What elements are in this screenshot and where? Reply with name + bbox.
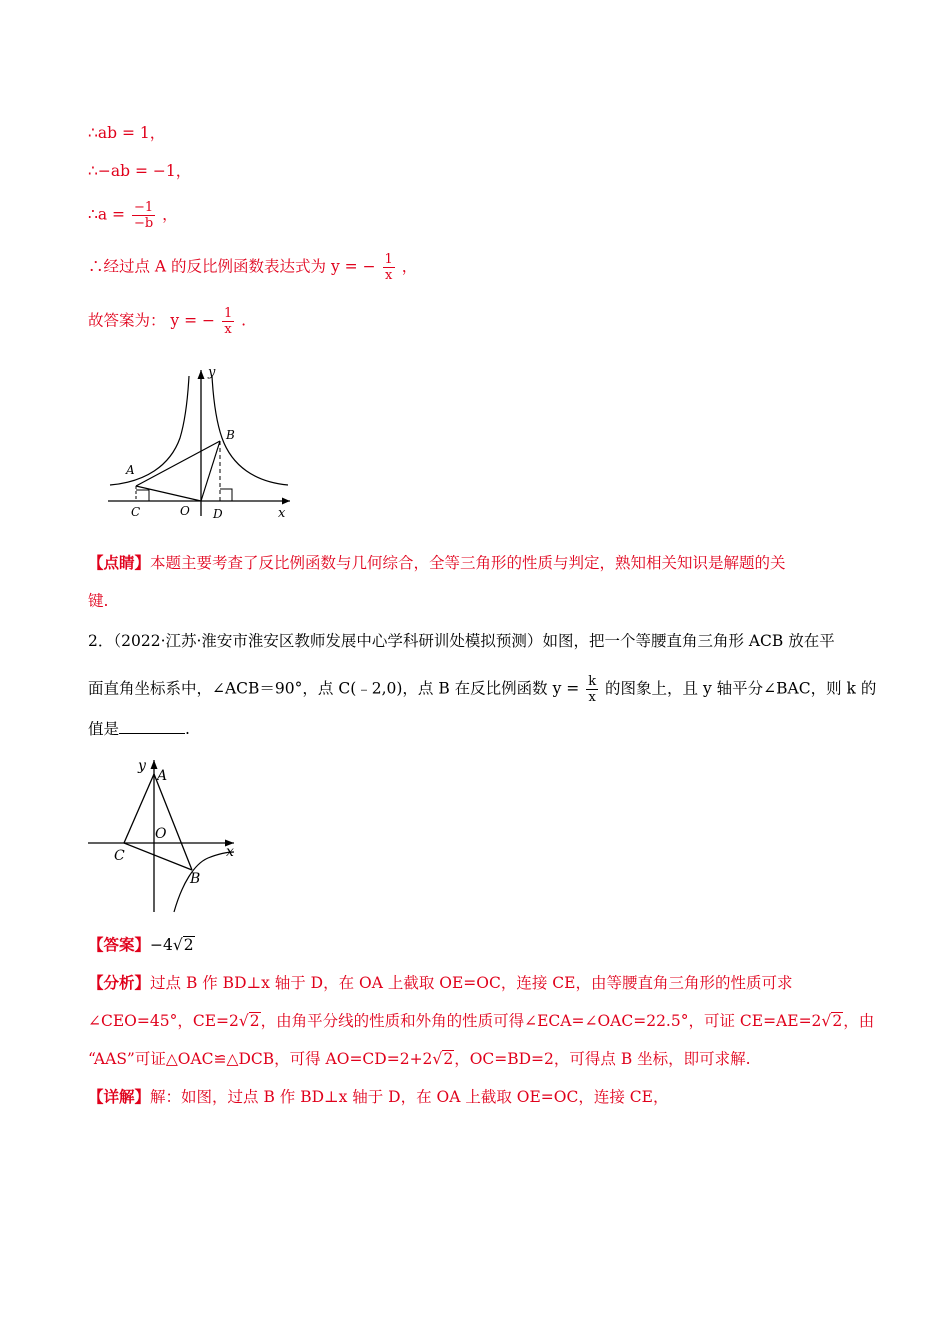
segment-CB (124, 843, 192, 870)
derivation-line-4 (88, 252, 417, 283)
derivation-line-4-suffix: ， (401, 257, 418, 276)
problem-fraction-k-over-x (586, 674, 598, 705)
fraction-numerator: 1 (223, 306, 233, 321)
segment-AO (136, 486, 201, 501)
answer-line-1 (88, 306, 246, 337)
figure-1-hyperbola-diagram (100, 358, 300, 524)
fraction-numerator: 1 (384, 252, 393, 267)
hyperbola-left-branch (110, 376, 189, 485)
label-O: O (180, 504, 190, 518)
hyperbola-right-branch (212, 376, 288, 485)
derivation-line-4-fraction (383, 252, 395, 283)
analysis-text-2a: ∠CEO=45°，CE=2 (88, 1012, 239, 1030)
analysis-radicand-1: 2 (249, 1012, 260, 1030)
label-C: C (114, 848, 125, 864)
problem-2-line-3 (88, 718, 190, 740)
problem-number: 2． (88, 632, 114, 650)
analysis-text-3a: “AAS”可证△OAC≌△DCB，可得 AO=CD=2+2 (88, 1050, 433, 1068)
fraction-denominator: x (384, 268, 393, 283)
segment-AB (154, 774, 192, 870)
label-O: O (155, 826, 167, 842)
label-x: x (226, 844, 234, 860)
problem-2-line-2 (88, 674, 876, 705)
hyperbola-branch (174, 852, 234, 912)
problem-text-3-end: . (185, 720, 190, 738)
analysis-text-1: 过点 B 作 BD⊥x 轴于 D，在 OA 上截取 OE=OC，连接 CE，由等腰直角三角形的性质可求 (150, 974, 793, 992)
label-x: x (278, 506, 286, 521)
right-angle-mark-D (220, 489, 232, 501)
y-axis-arrow (198, 370, 205, 379)
answer-blank[interactable] (119, 719, 185, 734)
answer-line-1-suffix: . (241, 311, 247, 330)
problem-text-2a: 面直角坐标系中，∠ACB＝90°，点 C(﹣2,0)，点 B 在反比例函数 y = (88, 679, 580, 698)
analysis-radicand-3: 2 (443, 1050, 454, 1068)
label-A: A (126, 463, 135, 477)
analysis-line-1 (88, 972, 792, 994)
comment-text-1: 本题主要考查了反比例函数与几何综合，全等三角形的性质与判定，熟知相关知识是解题的关 (150, 554, 786, 572)
fraction-denominator: x (224, 322, 232, 337)
derivation-line-3-fraction (132, 200, 155, 231)
answer-value: −4√2 (150, 936, 194, 954)
x-axis-arrow (282, 498, 290, 505)
derivation-line-3 (88, 200, 178, 231)
fraction-denominator: −b (133, 216, 154, 231)
segment-CA (124, 774, 154, 843)
label-B: B (190, 871, 201, 887)
comment-tag: 【点睛】 (88, 553, 151, 572)
answer-line-1-text: 故答案为： y = − (88, 311, 216, 330)
problem-source: （2022·江苏·淮安市淮安区教师发展中心学科研训处模拟预测） (113, 632, 543, 650)
problem-text-3: 值是 (88, 720, 120, 738)
answer-radicand: 2 (183, 936, 194, 954)
analysis-line-3: “AAS”可证△OAC≌△DCB，可得 AO=CD=2+2√2，OC=BD=2，可得点 B 坐标，即可求解. (88, 1050, 751, 1068)
answer-line-1-fraction (222, 306, 234, 337)
derivation-line-1: ∴ab = 1， (88, 124, 166, 142)
analysis-line-2: ∠CEO=45°，CE=2√2，由角平分线的性质和外角的性质可得∠ECA=∠OAC=22.5°，可证 CE=AE=2√2，由 (88, 1012, 875, 1030)
detail-line-1 (88, 1086, 668, 1108)
fraction-numerator: k (588, 674, 597, 689)
derivation-line-4-text: ∴经过点 A 的反比例函数表达式为 y = − (88, 257, 376, 276)
label-y: y (138, 758, 146, 774)
figure-2-triangle-diagram (84, 754, 244, 916)
derivation-line-3-prefix: ∴a = (88, 205, 126, 224)
detail-text: 解：如图，过点 B 作 BD⊥x 轴于 D，在 OA 上截取 OE=OC，连接 CE， (150, 1088, 669, 1106)
label-B: B (226, 428, 235, 442)
answer-tag: 【答案】 (88, 935, 151, 954)
answer-line (88, 934, 195, 956)
analysis-text-3b: ，OC=BD=2，可得点 B 坐标，即可求解. (454, 1050, 751, 1068)
detail-tag: 【详解】 (88, 1087, 151, 1106)
label-y: y (208, 365, 216, 380)
analysis-tag: 【分析】 (88, 973, 151, 992)
problem-text-1: 如图，把一个等腰直角三角形 ACB 放在平 (542, 632, 835, 650)
analysis-text-2b: ，由角平分线的性质和外角的性质可得∠ECA=∠OAC=22.5°，可证 CE=AE=2 (260, 1012, 822, 1030)
label-C: C (131, 505, 141, 519)
problem-text-2b: 的图象上，且 y 轴平分∠BAC，则 k 的 (605, 679, 877, 698)
label-A: A (157, 768, 168, 784)
problem-2-line-1 (88, 630, 835, 652)
comment-line-1 (88, 552, 786, 574)
right-angle-mark-C (136, 490, 149, 501)
fraction-numerator: −1 (132, 200, 155, 216)
answer-prefix: −4 (150, 936, 173, 954)
analysis-radicand-2: 2 (832, 1012, 843, 1030)
derivation-line-3-suffix: ， (162, 205, 178, 224)
derivation-line-2: ∴−ab = −1， (88, 162, 192, 180)
label-D: D (213, 507, 223, 521)
fraction-denominator: x (588, 690, 596, 705)
comment-line-2: 键. (88, 592, 109, 610)
analysis-text-2c: ，由 (843, 1012, 875, 1030)
